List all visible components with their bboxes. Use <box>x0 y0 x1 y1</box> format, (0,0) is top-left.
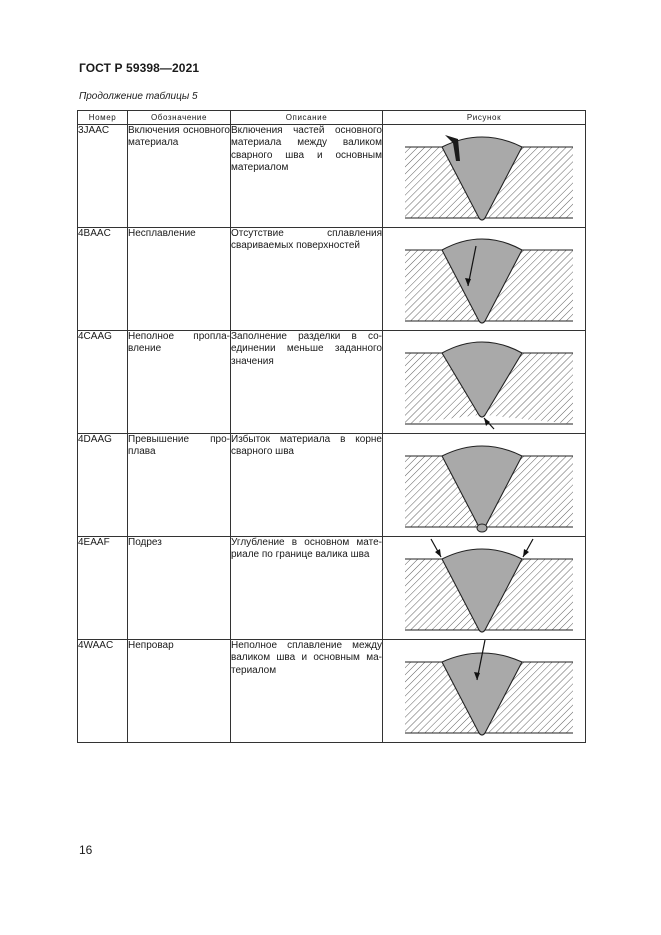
defect-figure-cell <box>383 640 586 743</box>
undercut-figure <box>383 537 586 639</box>
table-row <box>78 331 586 434</box>
column-header-designation: Обозначение <box>128 111 231 125</box>
defect-description: Избыток материала в корне сварного шва <box>231 434 383 537</box>
defect-figure-cell <box>383 537 586 640</box>
inclusion-of-base-material-figure <box>383 125 586 227</box>
incomplete-penetration-figure <box>383 331 586 433</box>
defect-designation: Превышение проплава <box>128 434 231 537</box>
defects-table <box>77 110 586 743</box>
table-row <box>78 434 586 537</box>
defect-designation: Несплавление <box>128 228 231 331</box>
defect-number: 4CAAG <box>78 331 128 434</box>
defect-figure-cell <box>383 331 586 434</box>
defect-description: Включения частей основного материала между валиком сварного шва и основным материалом <box>231 125 383 228</box>
table-row <box>78 228 586 331</box>
excess-penetration-figure <box>383 434 586 536</box>
defect-number: 4EAAF <box>78 537 128 640</box>
defect-number: 3JAAC <box>78 125 128 228</box>
defect-number: 4DAAG <box>78 434 128 537</box>
column-header-number: Номер <box>78 111 128 125</box>
column-header-figure: Рисунок <box>383 111 586 125</box>
excess-root-bead <box>477 524 487 532</box>
defect-description: Отсутствие сплавления свариваемых поверхностей <box>231 228 383 331</box>
defect-designation: Подрез <box>128 537 231 640</box>
defect-figure-cell <box>383 228 586 331</box>
defect-number: 4WAAC <box>78 640 128 743</box>
defect-number: 4BAAC <box>78 228 128 331</box>
defect-designation: Неполное проплавление <box>128 331 231 434</box>
defect-description: Заполнение разделки в соединении меньше заданного значения <box>231 331 383 434</box>
table-row <box>78 537 586 640</box>
incomplete-fusion-figure <box>383 640 586 742</box>
defect-figure-cell <box>383 125 586 228</box>
table-header-row <box>78 111 586 125</box>
defect-designation: Включения основного материала <box>128 125 231 228</box>
defect-description: Углубление в основном материале по границе валика шва <box>231 537 383 640</box>
table-caption: Продолжение таблицы 5 <box>79 91 198 102</box>
column-header-description: Описание <box>231 111 383 125</box>
page-number: 16 <box>79 843 93 857</box>
lack-of-fusion-figure <box>383 228 586 330</box>
table-row <box>78 640 586 743</box>
defect-designation: Непровар <box>128 640 231 743</box>
table-row <box>78 125 586 228</box>
document-header: ГОСТ Р 59398—2021 <box>79 61 200 75</box>
defect-description: Неполное сплавление между валиком шва и основным материалом <box>231 640 383 743</box>
defect-figure-cell <box>383 434 586 537</box>
